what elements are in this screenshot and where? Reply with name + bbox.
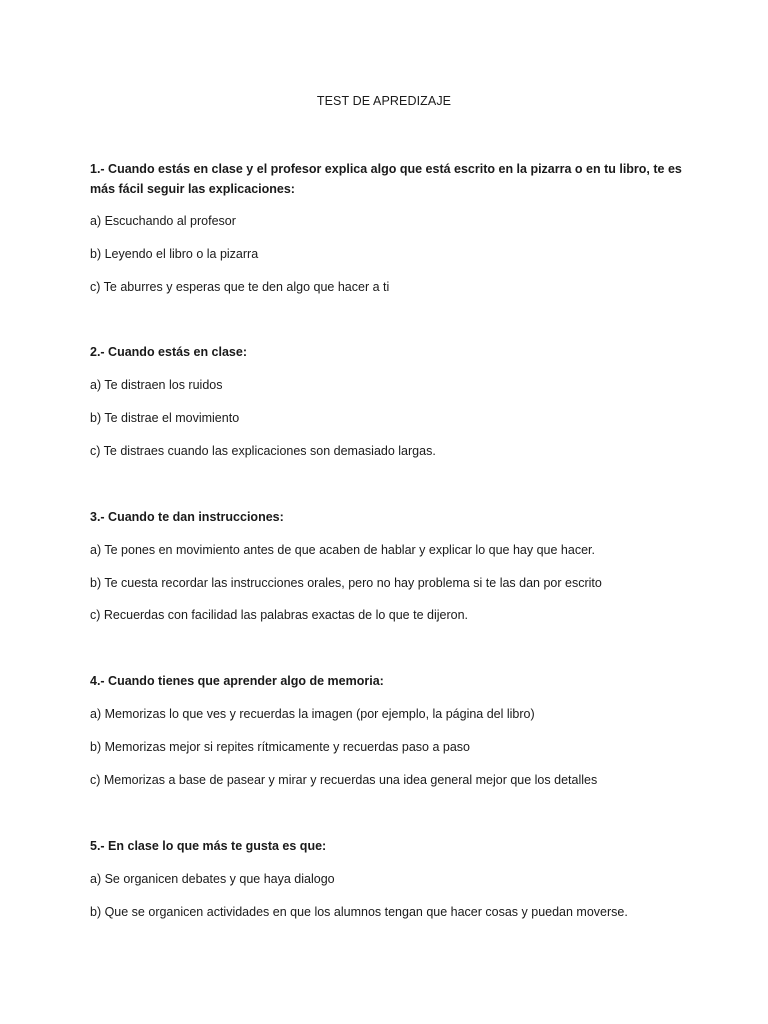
question-5-option-a: a) Se organicen debates y que haya dialogo <box>90 872 335 886</box>
question-2-option-a: a) Te distraen los ruidos <box>90 378 223 392</box>
question-5: 5.- En clase lo que más te gusta es que: <box>90 839 327 853</box>
question-2-option-c: c) Te distraes cuando las explicaciones son demasiado largas. <box>90 444 436 458</box>
question-4-option-c: c) Memorizas a base de pasear y mirar y recuerdas una idea general mejor que los detalles <box>90 773 598 787</box>
question-1: 1.- Cuando estás en clase y el profesor explica algo que está escrito en la pizarra o en tu libro, te es más fácil seguir las explicaciones: <box>90 162 682 196</box>
question-1-option-a: a) Escuchando al profesor <box>90 214 236 228</box>
document-title: TEST DE APREDIZAJE <box>316 94 452 108</box>
question-3-option-c: c) Recuerdas con facilidad las palabras exactas de lo que te dijeron. <box>90 608 468 622</box>
question-3-option-a: a) Te pones en movimiento antes de que acaben de hablar y explicar lo que hay que hacer. <box>90 543 595 557</box>
question-3-option-b: b) Te cuesta recordar las instrucciones orales, pero no hay problema si te las dan por escrito <box>90 576 602 590</box>
question-1-option-c: c) Te aburres y esperas que te den algo que hacer a ti <box>90 280 390 294</box>
question-1-option-b: b) Leyendo el libro o la pizarra <box>90 247 259 261</box>
question-2: 2.- Cuando estás en clase: <box>90 345 248 359</box>
question-4-option-a: a) Memorizas lo que ves y recuerdas la imagen (por ejemplo, la página del libro) <box>90 707 535 721</box>
question-3: 3.- Cuando te dan instrucciones: <box>90 510 284 524</box>
question-4-option-b: b) Memorizas mejor si repites rítmicamente y recuerdas paso a paso <box>90 740 471 754</box>
question-2-option-b: b) Te distrae el movimiento <box>90 411 240 425</box>
question-5-option-b: b) Que se organicen actividades en que los alumnos tengan que hacer cosas y puedan moverse. <box>90 905 628 919</box>
question-4: 4.- Cuando tienes que aprender algo de memoria: <box>90 674 384 688</box>
